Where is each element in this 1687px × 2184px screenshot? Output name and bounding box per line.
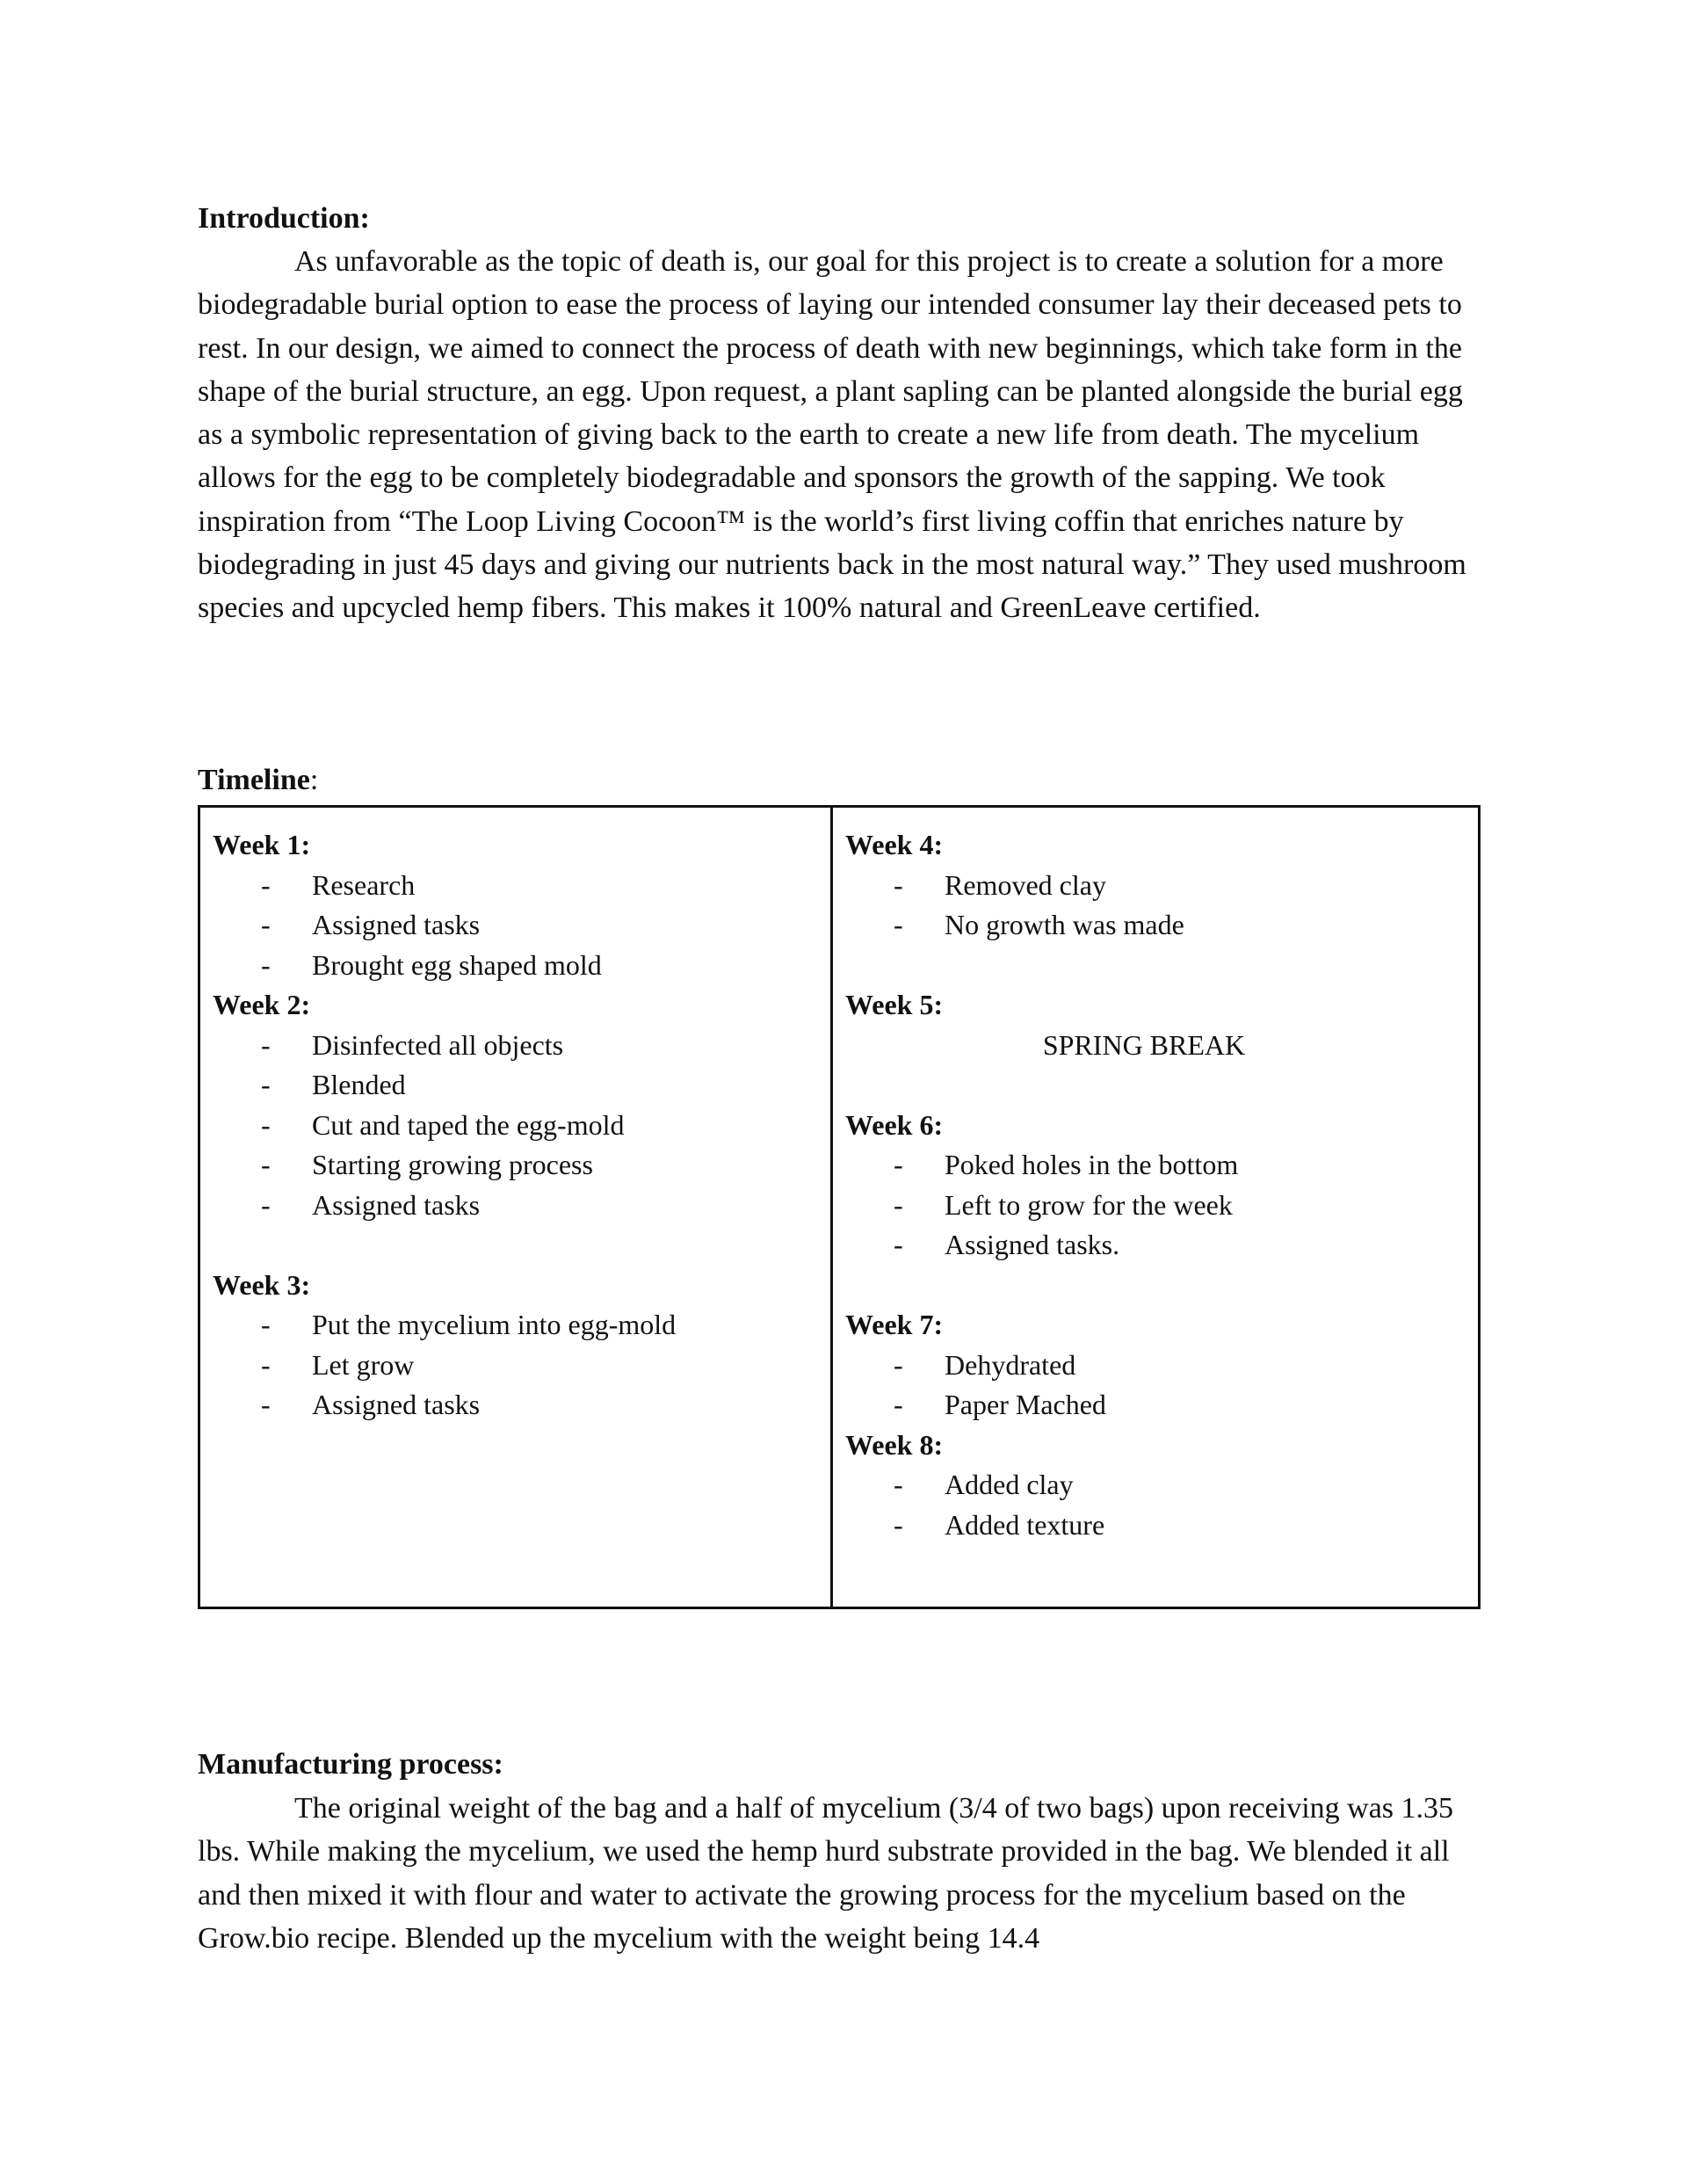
timeline-heading-text: Timeline [198,764,310,796]
week-label: Week 2: [213,989,311,1020]
task-text: Assigned tasks [312,909,481,940]
list-dash: - [261,1389,271,1420]
week-6-tasks [845,1145,1478,1266]
task-item [845,866,1478,906]
task-text: Poked holes in the bottom [945,1149,1239,1180]
task-item [213,1346,830,1386]
task-item [845,905,1478,946]
task-item [213,946,830,986]
list-dash: - [261,1149,271,1180]
task-item [845,1385,1478,1426]
week-label: Week 7: [845,1309,944,1340]
task-text: Blended [312,1069,406,1100]
task-text: Assigned tasks [312,1188,481,1221]
task-item [213,1106,830,1146]
introduction-heading: Introduction: [198,202,370,235]
list-dash: - [261,1028,271,1061]
task-text: Starting growing process [312,1149,593,1180]
list-dash: - [261,1348,271,1381]
week-3-tasks [213,1305,830,1426]
timeline-heading [198,763,318,798]
task-item [213,1305,830,1346]
task-item [845,1465,1478,1506]
week-label: Week 5: [845,989,944,1020]
list-dash: - [261,868,271,901]
task-item [213,905,830,946]
list-dash: - [894,1508,903,1541]
task-text: Assigned tasks [312,1389,481,1420]
spacer [845,1065,1478,1106]
task-item [845,1506,1478,1546]
task-text: Brought egg shaped mold [312,948,602,981]
task-text: Put the mycelium into egg-mold [312,1309,677,1340]
list-dash: - [894,1188,903,1221]
manufacturing-heading: Manufacturing process: [198,1748,503,1781]
week-label: Week 4: [845,829,944,860]
list-dash: - [894,1149,903,1180]
task-item [213,1186,830,1226]
list-dash: - [894,868,903,901]
week-label: Week 1: [213,829,311,860]
week-2-tasks [213,1026,830,1226]
spacer [845,946,1478,986]
timeline-heading-colon: : [309,764,319,796]
list-dash: - [261,1069,271,1100]
task-item [845,1346,1478,1386]
task-text: Left to grow for the week [945,1188,1233,1221]
week-8-tasks [845,1465,1478,1545]
task-text: Added clay [945,1469,1074,1500]
task-item [213,866,830,906]
task-text: Removed clay [945,868,1106,901]
introduction-paragraph: As unfavorable as the topic of death is, our goal for this project is to create a solution for a more biodegradable burial option to ease the process of laying our intended consumer lay their deceased pets to rest. In our design, we aimed to connect the process of death with new beginnings, which take form in the shape of the burial structure, an egg. Upon request, a plant sapling can be planted alongside the burial egg as a symbolic representation of giving back to the earth to create a new life from death. The mycelium allows for the egg to be completely biodegradable and sponsors the growth of the sapping. We took inspiration from “The Loop Living Cocoon™ is the world’s first living coffin that enriches nature by biodegrading in just 45 days and giving our nutrients back in the most natural way.” They used mushroom species and upcycled hemp fibers. This makes it 100% natural and GreenLeave certified. [198,245,1466,625]
task-text: Cut and taped the egg-mold [312,1108,625,1141]
list-dash: - [894,909,903,940]
timeline-column-left [200,808,833,1607]
list-dash: - [261,909,271,940]
week-7-tasks [845,1346,1478,1426]
task-text: Dehydrated [945,1348,1076,1381]
task-item [213,1026,830,1066]
task-text: Added texture [945,1508,1105,1541]
spacer [845,1266,1478,1306]
task-item [845,1225,1478,1266]
list-dash: - [894,1389,903,1420]
task-text: Assigned tasks. [945,1229,1120,1260]
timeline-table [198,805,1481,1609]
timeline-column-right [833,808,1478,1607]
list-dash: - [261,1108,271,1141]
list-dash: - [261,948,271,981]
task-item [845,1145,1478,1186]
week-1-tasks [213,866,830,986]
task-item [213,1065,830,1106]
task-item [213,1145,830,1186]
task-item [845,1186,1478,1226]
list-dash: - [894,1469,903,1500]
week-label: Week 8: [845,1428,944,1461]
task-text: Let grow [312,1348,415,1381]
list-dash: - [261,1309,271,1340]
week-label: Week 6: [845,1108,944,1141]
task-item [213,1385,830,1426]
spacer [213,1225,830,1266]
task-text: Research [312,868,416,901]
list-dash: - [261,1188,271,1221]
spring-break-note: SPRING BREAK [1042,1028,1246,1061]
week-label: Week 3: [213,1268,311,1301]
task-text: Disinfected all objects [312,1028,564,1061]
list-dash: - [894,1348,903,1381]
task-text: No growth was made [945,909,1184,940]
list-dash: - [894,1229,903,1260]
manufacturing-paragraph: The original weight of the bag and a half of mycelium (3/4 of two bags) upon receiving was 1.35 lbs. While making the mycelium, we used the hemp hurd substrate provided in the bag. We blended it all and then mixed it with flour and water to activate the growing process for the mycelium based on the Grow.bio recipe. Blended up the mycelium with the weight being 14.4 [198,1792,1454,1955]
task-text: Paper Mached [945,1389,1106,1420]
week-4-tasks [845,866,1478,946]
